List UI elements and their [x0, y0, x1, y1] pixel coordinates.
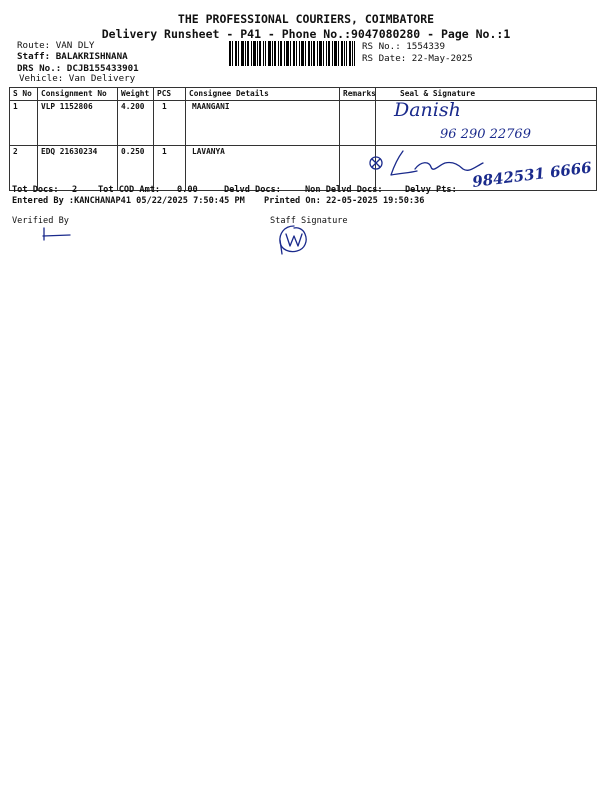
cell-consignee: LAVANYA — [186, 146, 340, 191]
verified-by-label: Verified By — [12, 216, 69, 226]
row1-handwritten-signature — [390, 98, 580, 146]
cell-consignee: MAANGANI — [186, 101, 340, 146]
cell-pcs: 1 — [154, 146, 186, 191]
delvy-pts-label: Delvy Pts: — [405, 185, 457, 195]
cell-sno: 1 — [10, 101, 38, 146]
tot-docs-value: 2 — [72, 185, 78, 195]
tot-docs-label: Tot Docs: — [12, 185, 59, 195]
route-label: Route: VAN DLY — [17, 40, 95, 51]
staff-label: Staff: BALAKRISHNANA — [17, 51, 128, 62]
tot-cod-value: 0.00 — [177, 185, 198, 195]
header-consignee: Consignee Details — [186, 88, 340, 101]
company-title: THE PROFESSIONAL COURIERS, COIMBATORE — [177, 12, 435, 26]
tot-cod-label: Tot COD Amt: — [98, 185, 161, 195]
header-seal-signature: Seal & Signature — [376, 88, 597, 101]
cell-weight: 0.250 — [118, 146, 154, 191]
row2-handwritten-signature — [365, 143, 593, 198]
cell-sno: 2 — [10, 146, 38, 191]
rs-date: RS Date: 22-May-2025 — [362, 53, 473, 64]
rs-number: RS No.: 1554339 — [362, 41, 445, 52]
cell-consignment: VLP 1152806 — [38, 101, 118, 146]
header-sno: S No — [10, 88, 38, 101]
header-consignment: Consignment No — [38, 88, 118, 101]
drs-number: DRS No.: DCJB155433901 — [17, 63, 139, 74]
barcode-image — [229, 41, 355, 66]
cell-pcs: 1 — [154, 101, 186, 146]
header-pcs: PCS — [154, 88, 186, 101]
row2-signature-phone: 9842531 6666 — [471, 158, 593, 191]
staff-signature-mark — [276, 222, 312, 256]
row1-signature-phone: 96 290 22769 — [440, 127, 531, 142]
header-weight: Weight — [118, 88, 154, 101]
printed-on: Printed On: 22-05-2025 19:50:36 — [264, 196, 425, 206]
vehicle-label: Vehicle: Van Delivery — [19, 73, 136, 84]
staff-signature-label: Staff Signature — [270, 216, 348, 226]
runsheet-subtitle: Delivery Runsheet - P41 - Phone No.:9047080280 - Page No.:1 — [101, 27, 511, 41]
delvd-docs-label: Delvd Docs: — [224, 185, 281, 195]
entered-by: Entered By :KANCHANAP41 05/22/2025 7:50:45 PM — [12, 196, 245, 206]
non-delvd-docs-label: Non Delvd Docs: — [305, 185, 383, 195]
verified-by-signature — [40, 226, 80, 246]
cell-remarks — [340, 101, 376, 146]
header-remarks: Remarks — [340, 88, 376, 101]
cell-weight: 4.200 — [118, 101, 154, 146]
row1-signature-name: Danish — [394, 99, 461, 121]
cell-consignment: EDQ 21630234 — [38, 146, 118, 191]
